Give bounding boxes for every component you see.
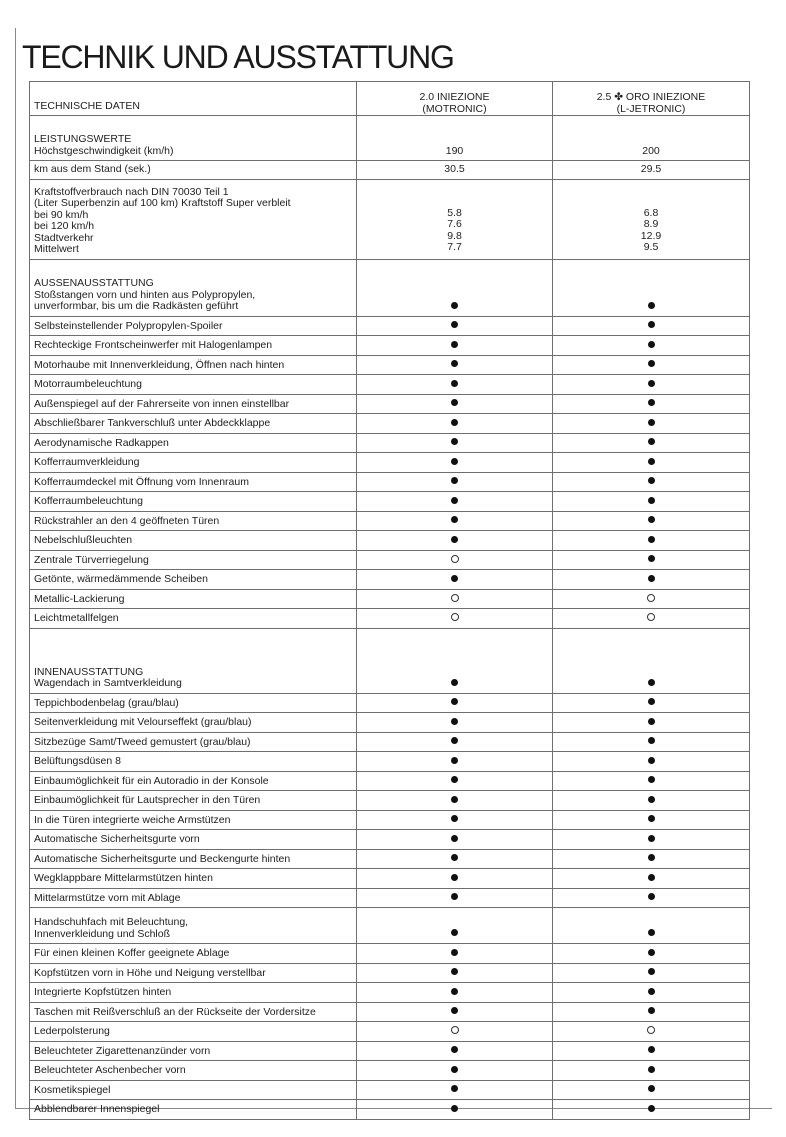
row-label-text: Leichtmetallfelgen	[34, 612, 119, 624]
mark-cell	[553, 589, 750, 609]
table-row	[30, 830, 750, 850]
row-label	[30, 472, 357, 492]
mark-cell	[357, 589, 553, 609]
value-cell: 30.5	[357, 161, 553, 180]
row-label	[30, 908, 357, 944]
row-label-text: Teppichbodenbelag (grau/blau)	[34, 696, 179, 709]
mark-cell	[357, 453, 553, 473]
row-label	[30, 752, 357, 772]
mark-cell	[553, 791, 750, 811]
page-title: TECHNIK UND AUSSTATTUNG	[22, 39, 454, 75]
row-label	[30, 849, 357, 869]
table-header-row	[30, 82, 750, 116]
section-title: AUSSENAUSSTATTUNG	[34, 277, 154, 289]
value-cell: 6.8 8.9 12.9 9.5	[553, 179, 750, 259]
filled-dot-icon	[648, 698, 655, 705]
row-label	[30, 609, 357, 629]
row-label-text: Außenspiegel auf der Fahrerseite von innen einstellbar	[34, 397, 290, 410]
row-label	[30, 453, 357, 473]
filled-dot-icon	[451, 835, 458, 842]
filled-dot-icon	[451, 893, 458, 900]
header-label: TECHNISCHE DATEN	[30, 82, 357, 116]
filled-dot-icon	[648, 575, 655, 582]
filled-dot-icon	[451, 874, 458, 881]
mark-cell	[357, 1002, 553, 1022]
mark-cell	[357, 492, 553, 512]
row-label	[30, 628, 357, 693]
mark-cell	[357, 771, 553, 791]
filled-dot-icon	[451, 854, 458, 861]
row-label-text: Sitzbezüge Samt/Tweed gemustert (grau/blau)	[34, 735, 251, 748]
table-row	[30, 179, 750, 259]
mark-cell	[357, 336, 553, 356]
filled-dot-icon	[451, 399, 458, 406]
mark-cell	[553, 355, 750, 375]
filled-dot-icon	[648, 679, 655, 686]
row-label-text: Abblendbarer Innenspiegel	[34, 1103, 160, 1115]
filled-dot-icon	[648, 321, 655, 328]
spec-table-body	[30, 82, 750, 1120]
table-row	[30, 752, 750, 772]
mark-cell	[357, 944, 553, 964]
mark-cell	[553, 830, 750, 850]
table-row	[30, 550, 750, 570]
row-label-text: Motorraumbeleuchtung	[34, 378, 142, 390]
table-row	[30, 771, 750, 791]
table-row	[30, 1022, 750, 1042]
row-label-text: Taschen mit Reißverschluß an der Rückseite der Vordersitze	[34, 1005, 316, 1018]
mark-cell	[357, 732, 553, 752]
filled-dot-icon	[451, 988, 458, 995]
filled-dot-icon	[648, 968, 655, 975]
row-label	[30, 1061, 357, 1081]
row-label	[30, 550, 357, 570]
filled-dot-icon	[648, 874, 655, 881]
table-row	[30, 888, 750, 908]
row-label-text: In die Türen integrierte weiche Armstützen	[34, 813, 231, 826]
mark-cell	[553, 531, 750, 551]
filled-dot-icon	[451, 321, 458, 328]
table-row	[30, 433, 750, 453]
table-row	[30, 161, 750, 180]
row-label-text: Selbsteinstellender Polypropylen-Spoiler	[34, 319, 223, 332]
row-label	[30, 944, 357, 964]
value-cell: 200	[553, 116, 750, 161]
row-label-text: Kofferraumverkleidung	[34, 456, 140, 468]
open-circle-icon	[647, 1026, 655, 1034]
value-cell: 5.8 7.6 9.8 7.7	[357, 179, 553, 259]
filled-dot-icon	[451, 796, 458, 803]
row-label-text: Mittelarmstütze vorn mit Ablage	[34, 891, 181, 904]
filled-dot-icon	[451, 1046, 458, 1053]
table-row	[30, 1002, 750, 1022]
row-label-text: Einbaumöglichkeit für Lautsprecher in den Türen	[34, 794, 261, 806]
mark-cell	[553, 713, 750, 733]
filled-dot-icon	[648, 988, 655, 995]
table-row	[30, 511, 750, 531]
mark-cell	[357, 1100, 553, 1120]
filled-dot-icon	[648, 1066, 655, 1073]
row-label	[30, 1022, 357, 1042]
filled-dot-icon	[648, 341, 655, 348]
row-label-text: Beleuchteter Zigarettenanzünder vorn	[34, 1044, 211, 1057]
mark-cell	[357, 888, 553, 908]
mark-cell	[553, 259, 750, 316]
mark-cell	[553, 316, 750, 336]
filled-dot-icon	[451, 698, 458, 705]
filled-dot-icon	[648, 477, 655, 484]
mark-cell	[553, 849, 750, 869]
row-label-text: Integrierte Kopfstützen hinten	[34, 986, 172, 998]
filled-dot-icon	[648, 380, 655, 387]
row-label	[30, 116, 357, 161]
row-label	[30, 771, 357, 791]
table-row	[30, 116, 750, 161]
mark-cell	[553, 511, 750, 531]
filled-dot-icon	[648, 1085, 655, 1092]
filled-dot-icon	[451, 929, 458, 936]
row-label-text: Automatische Sicherheitsgurte vorn	[34, 833, 200, 845]
mark-cell	[357, 259, 553, 316]
section-title: INNENAUSSTATTUNG	[34, 665, 144, 678]
mark-cell	[357, 628, 553, 693]
mark-cell	[553, 693, 750, 713]
filled-dot-icon	[451, 718, 458, 725]
open-circle-icon	[451, 594, 459, 602]
value-cell: 190	[357, 116, 553, 161]
mark-cell	[553, 414, 750, 434]
mark-cell	[553, 983, 750, 1003]
mark-cell	[357, 316, 553, 336]
filled-dot-icon	[648, 1007, 655, 1014]
mark-cell	[357, 693, 553, 713]
filled-dot-icon	[451, 438, 458, 445]
table-row	[30, 355, 750, 375]
mark-cell	[357, 375, 553, 395]
mark-cell	[357, 830, 553, 850]
filled-dot-icon	[648, 854, 655, 861]
filled-dot-icon	[648, 737, 655, 744]
row-label-text: Beleuchteter Aschenbecher vorn	[34, 1064, 186, 1076]
row-label	[30, 570, 357, 590]
row-label	[30, 531, 357, 551]
mark-cell	[553, 628, 750, 693]
filled-dot-icon	[451, 360, 458, 367]
filled-dot-icon	[648, 835, 655, 842]
row-label	[30, 355, 357, 375]
mark-cell	[553, 453, 750, 473]
row-label	[30, 869, 357, 889]
row-label	[30, 316, 357, 336]
row-label-text: Kraftstoffverbrauch nach DIN 70030 Teil 1 (Liter Superbenzin auf 100 km) Kraftstoff Super verbleit bei 90 km/h bei 120 km/h Stadtverkehr Mittelwert	[34, 185, 291, 255]
row-label-text: Seitenverkleidung mit Velourseffekt (grau/blau)	[34, 716, 252, 728]
row-label-text: Getönte, wärmedämmende Scheiben	[34, 573, 208, 585]
row-label-text: Abschließbarer Tankverschluß unter Abdeckklappe	[34, 417, 271, 429]
mark-cell	[553, 1041, 750, 1061]
row-label-text: Rückstrahler an den 4 geöffneten Türen	[34, 514, 220, 527]
filled-dot-icon	[451, 419, 458, 426]
table-row	[30, 589, 750, 609]
row-label	[30, 375, 357, 395]
table-row	[30, 1080, 750, 1100]
row-label-text: Automatische Sicherheitsgurte und Beckengurte hinten	[34, 852, 291, 865]
filled-dot-icon	[648, 438, 655, 445]
row-label	[30, 161, 357, 180]
column-header-2-5-oro-iniezione: 2.5 ✤ ORO INIEZIONE (L-JETRONIC)	[553, 82, 750, 116]
row-label	[30, 414, 357, 434]
table-row	[30, 849, 750, 869]
row-label	[30, 713, 357, 733]
row-label-text: Kofferraumdeckel mit Öffnung vom Innenraum	[34, 475, 249, 488]
column-header-2-0-iniezione: 2.0 INIEZIONE (MOTRONIC)	[357, 82, 553, 116]
table-row	[30, 693, 750, 713]
mark-cell	[357, 1080, 553, 1100]
row-label-text: Metallic-Lackierung	[34, 592, 125, 605]
filled-dot-icon	[648, 1105, 655, 1112]
mark-cell	[553, 944, 750, 964]
table-row	[30, 375, 750, 395]
mark-cell	[357, 1061, 553, 1081]
mark-cell	[553, 1080, 750, 1100]
mark-cell	[553, 752, 750, 772]
filled-dot-icon	[648, 1046, 655, 1053]
mark-cell	[553, 908, 750, 944]
mark-cell	[357, 1022, 553, 1042]
filled-dot-icon	[648, 516, 655, 523]
filled-dot-icon	[648, 757, 655, 764]
filled-dot-icon	[648, 302, 655, 309]
mark-cell	[553, 963, 750, 983]
row-label-text: Nebelschlußleuchten	[34, 534, 133, 546]
row-label-text: Stoßstangen vorn und hinten aus Polypropylen, unverformbar, bis um die Radkästen geführt	[34, 288, 256, 312]
row-label-text: Kosmetikspiegel	[34, 1083, 111, 1096]
row-label	[30, 1100, 357, 1120]
mark-cell	[553, 492, 750, 512]
filled-dot-icon	[451, 458, 458, 465]
open-circle-icon	[451, 555, 459, 563]
open-circle-icon	[647, 594, 655, 602]
filled-dot-icon	[451, 302, 458, 309]
value-cell: 29.5	[553, 161, 750, 180]
mark-cell	[357, 433, 553, 453]
spec-table	[29, 81, 750, 1120]
filled-dot-icon	[648, 360, 655, 367]
table-row	[30, 908, 750, 944]
mark-cell	[357, 550, 553, 570]
filled-dot-icon	[451, 815, 458, 822]
table-row	[30, 944, 750, 964]
row-label	[30, 983, 357, 1003]
filled-dot-icon	[648, 718, 655, 725]
table-row	[30, 453, 750, 473]
row-label-text: Lederpolsterung	[34, 1025, 110, 1037]
table-row	[30, 259, 750, 316]
mark-cell	[357, 791, 553, 811]
mark-cell	[553, 1061, 750, 1081]
table-row	[30, 1100, 750, 1120]
row-label-text: Handschuhfach mit Beleuchtung, Innenverkleidung und Schloß	[34, 916, 189, 940]
filled-dot-icon	[451, 968, 458, 975]
table-row	[30, 810, 750, 830]
table-row	[30, 963, 750, 983]
open-circle-icon	[647, 613, 655, 621]
filled-dot-icon	[451, 737, 458, 744]
mark-cell	[357, 531, 553, 551]
row-label	[30, 259, 357, 316]
filled-dot-icon	[648, 458, 655, 465]
mark-cell	[553, 550, 750, 570]
mark-cell	[357, 810, 553, 830]
mark-cell	[357, 472, 553, 492]
row-label	[30, 732, 357, 752]
filled-dot-icon	[648, 815, 655, 822]
row-label	[30, 511, 357, 531]
mark-cell	[357, 869, 553, 889]
mark-cell	[553, 336, 750, 356]
filled-dot-icon	[648, 893, 655, 900]
mark-cell	[553, 472, 750, 492]
table-row	[30, 531, 750, 551]
mark-cell	[357, 570, 553, 590]
mark-cell	[553, 888, 750, 908]
mark-cell	[357, 983, 553, 1003]
table-row	[30, 1061, 750, 1081]
mark-cell	[357, 414, 553, 434]
table-row	[30, 713, 750, 733]
row-label-text: Wagendach in Samtverkleidung	[34, 677, 182, 689]
mark-cell	[357, 963, 553, 983]
filled-dot-icon	[451, 679, 458, 686]
mark-cell	[357, 355, 553, 375]
mark-cell	[357, 511, 553, 531]
row-label-text: Höchstgeschwindigkeit (km/h)	[34, 144, 174, 157]
mark-cell	[357, 908, 553, 944]
table-row	[30, 791, 750, 811]
filled-dot-icon	[451, 1085, 458, 1092]
row-label-text: Rechteckige Frontscheinwerfer mit Halogenlampen	[34, 339, 273, 351]
row-label-text: Aerodynamische Radkappen	[34, 436, 169, 449]
row-label	[30, 1002, 357, 1022]
table-row	[30, 394, 750, 414]
row-label-text: Einbaumöglichkeit für ein Autoradio in der Konsole	[34, 774, 269, 787]
filled-dot-icon	[648, 949, 655, 956]
row-label	[30, 810, 357, 830]
filled-dot-icon	[648, 555, 655, 562]
row-label	[30, 1041, 357, 1061]
filled-dot-icon	[451, 341, 458, 348]
row-label	[30, 791, 357, 811]
filled-dot-icon	[451, 536, 458, 543]
table-row	[30, 732, 750, 752]
row-label	[30, 336, 357, 356]
mark-cell	[553, 394, 750, 414]
filled-dot-icon	[451, 1105, 458, 1112]
row-label	[30, 693, 357, 713]
row-label	[30, 963, 357, 983]
filled-dot-icon	[648, 497, 655, 504]
filled-dot-icon	[451, 1066, 458, 1073]
filled-dot-icon	[648, 929, 655, 936]
filled-dot-icon	[648, 776, 655, 783]
filled-dot-icon	[451, 380, 458, 387]
mark-cell	[553, 1022, 750, 1042]
mark-cell	[553, 732, 750, 752]
table-row	[30, 472, 750, 492]
table-row	[30, 492, 750, 512]
filled-dot-icon	[451, 516, 458, 523]
mark-cell	[357, 1041, 553, 1061]
table-row	[30, 869, 750, 889]
row-label-text: Kopfstützen vorn in Höhe und Neigung verstellbar	[34, 966, 266, 979]
table-row	[30, 316, 750, 336]
row-label-text: Für einen kleinen Koffer geeignete Ablage	[34, 947, 230, 959]
filled-dot-icon	[451, 497, 458, 504]
row-label	[30, 179, 357, 259]
row-label-text: Belüftungsdüsen 8	[34, 755, 121, 767]
row-label	[30, 888, 357, 908]
row-label	[30, 492, 357, 512]
filled-dot-icon	[648, 796, 655, 803]
section-title: LEISTUNGSWERTE	[34, 133, 132, 145]
mark-cell	[553, 433, 750, 453]
filled-dot-icon	[451, 1007, 458, 1014]
mark-cell	[357, 849, 553, 869]
filled-dot-icon	[451, 776, 458, 783]
row-label	[30, 394, 357, 414]
filled-dot-icon	[648, 536, 655, 543]
mark-cell	[357, 713, 553, 733]
row-label	[30, 589, 357, 609]
mark-cell	[553, 570, 750, 590]
table-row	[30, 609, 750, 629]
row-label-text: Motorhaube mit Innenverkleidung, Öffnen nach hinten	[34, 358, 285, 371]
row-label	[30, 830, 357, 850]
mark-cell	[553, 609, 750, 629]
mark-cell	[357, 394, 553, 414]
filled-dot-icon	[451, 477, 458, 484]
row-label-text: Wegklappbare Mittelarmstützen hinten	[34, 872, 213, 884]
open-circle-icon	[451, 613, 459, 621]
row-label-text: km aus dem Stand (sek.)	[34, 163, 151, 175]
table-row	[30, 983, 750, 1003]
mark-cell	[357, 752, 553, 772]
open-circle-icon	[451, 1026, 459, 1034]
mark-cell	[553, 1002, 750, 1022]
table-row	[30, 570, 750, 590]
mark-cell	[553, 810, 750, 830]
table-row	[30, 336, 750, 356]
mark-cell	[553, 869, 750, 889]
row-label-text: Kofferraumbeleuchtung	[34, 495, 143, 507]
mark-cell	[553, 771, 750, 791]
row-label	[30, 433, 357, 453]
row-label-text: Zentrale Türverriegelung	[34, 553, 149, 566]
row-label	[30, 1080, 357, 1100]
table-row	[30, 1041, 750, 1061]
table-row	[30, 628, 750, 693]
filled-dot-icon	[451, 575, 458, 582]
filled-dot-icon	[451, 757, 458, 764]
filled-dot-icon	[648, 419, 655, 426]
table-row	[30, 414, 750, 434]
mark-cell	[357, 609, 553, 629]
mark-cell	[553, 375, 750, 395]
filled-dot-icon	[648, 399, 655, 406]
mark-cell	[553, 1100, 750, 1120]
filled-dot-icon	[451, 949, 458, 956]
